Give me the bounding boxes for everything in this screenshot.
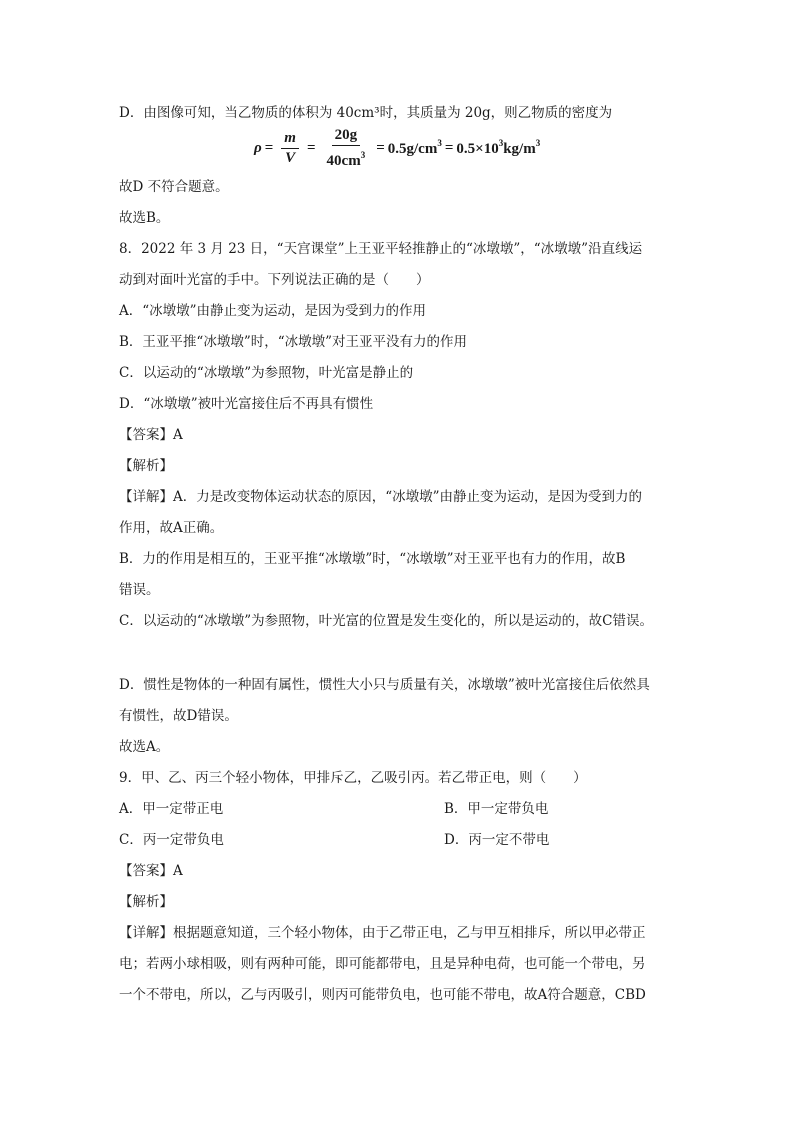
formula-equals: = [376, 139, 385, 156]
question-9-stem: 9．甲、乙、丙三个轻小物体，甲排斥乙，乙吸引丙。若乙带正电，则（ ） [119, 770, 587, 786]
formula-fraction-m-v [281, 130, 299, 167]
text-line: D．由图像可知，当乙物质的体积为 40cm³时，其质量为 20g，则乙物质的密度为 [119, 105, 613, 121]
explanation-line: 错误。 [119, 582, 160, 598]
formula-result-1 [388, 138, 442, 158]
formula-den-text: 40cm [326, 152, 361, 169]
formula-m: m [281, 130, 299, 149]
question-8-option-a: A．“冰墩墩”由静止变为运动，是因为受到力的作用 [119, 303, 427, 319]
question-9-option-b: B．甲一定带负电 [444, 801, 549, 817]
formula-exponent: 3 [360, 149, 366, 160]
formula-exponent: 3 [535, 138, 541, 148]
formula-rho: ρ [254, 139, 262, 156]
explanation-line: 【详解】根据题意知道，三个轻小物体，由于乙带正电，乙与甲互相排斥，所以甲必带正 [119, 925, 646, 941]
formula-exponent: 3 [437, 138, 442, 148]
formula-exponent: 3 [498, 138, 504, 148]
explanation-line: 【详解】A．力是改变物体运动状态的原因，“冰墩墩”由静止变为运动，是因为受到力的 [119, 489, 643, 505]
formula-result-2-text: 0.5×10 [456, 141, 499, 157]
formula-numerator: 20g [332, 127, 361, 146]
explanation-line: D．惯性是物体的一种固有属性，惯性大小只与质量有关，冰墩墩”被叶光富接住后依然具 [119, 677, 650, 693]
text-line: 故选A。 [119, 739, 170, 755]
question-9-option-c: C．丙一定带负电 [119, 832, 224, 848]
formula-equals: = [444, 139, 454, 156]
explanation-line: 一个不带电，所以，乙与丙吸引，则丙可能带负电，也可能不带电，故A符合题意，CBD [119, 987, 646, 1003]
formula-denominator [324, 146, 369, 170]
question-8-option-d: D．“冰墩墩”被叶光富接住后不再具有惯性 [119, 396, 374, 412]
formula-result-1-text: 0.5g/cm [387, 141, 438, 157]
answer-label: 【答案】A [119, 427, 183, 443]
explanation-line: 有惯性，故D错误。 [119, 708, 238, 724]
formula-result-2 [456, 138, 540, 158]
formula-V: V [285, 149, 296, 166]
question-9-option-d: D．丙一定不带电 [444, 832, 550, 848]
formula-result-2-unit: kg/m [503, 141, 536, 157]
density-formula [254, 128, 540, 168]
text-line: 故D 不符合题意。 [119, 179, 229, 195]
formula-equals: = [264, 139, 274, 156]
explanation-line: 电；若两小球相吸，则有两种可能，即可能都带电，且是异种电荷，也可能一个带电，另 [119, 956, 646, 972]
answer-label: 【答案】A [119, 863, 183, 879]
question-8-option-b: B．王亚平推“冰墩墩”时，“冰墩墩”对王亚平没有力的作用 [119, 334, 468, 350]
analysis-label: 【解析】 [119, 894, 173, 910]
question-9-option-a: A．甲一定带正电 [119, 801, 224, 817]
question-8-stem: 动到对面叶光富的手中。下列说法正确的是（ ） [119, 272, 430, 288]
formula-equals: = [306, 139, 316, 156]
question-8-option-c: C．以运动的“冰墩墩”为参照物，叶光富是静止的 [119, 365, 414, 381]
explanation-line: B．力的作用是相互的，王亚平推“冰墩墩”时，“冰墩墩”对王亚平也有力的作用，故B [119, 551, 626, 567]
explanation-line: 作用，故A正确。 [119, 520, 224, 536]
formula-fraction-values [324, 127, 369, 170]
analysis-label: 【解析】 [119, 458, 173, 474]
explanation-line: C．以运动的“冰墩墩”为参照物，叶光富的位置是发生变化的，所以是运动的，故C错误。 [119, 613, 653, 629]
question-8-stem: 8．2022 年 3 月 23 日，“天宫课堂”上王亚平轻推静止的“冰墩墩”，“冰墩墩”沿直线运 [119, 241, 643, 257]
text-line: 故选B。 [119, 210, 170, 226]
